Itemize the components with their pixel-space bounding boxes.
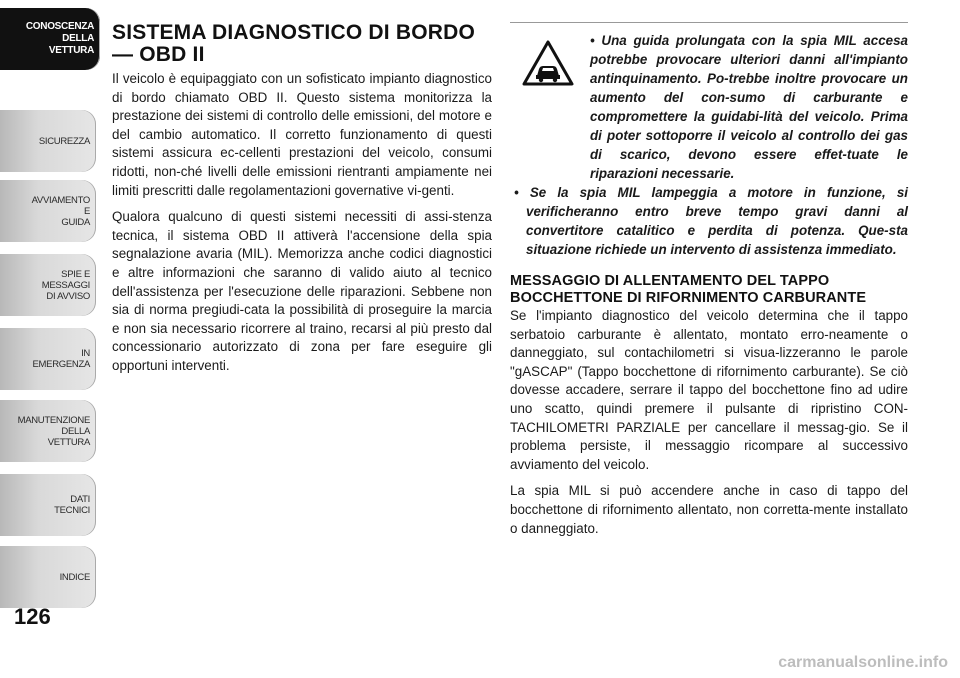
tab-in-emergenza[interactable]	[0, 328, 96, 390]
mil-gascap-paragraph: La spia MIL si può accendere anche in caso di tappo del bocchettone di rifornimento allentato, non corretta-mente installato o danneggiato.	[510, 483, 908, 536]
page-number: 126	[14, 604, 51, 629]
tab-label: INDICE	[59, 571, 90, 583]
tab-sicurezza[interactable]	[0, 110, 96, 172]
warning-item-2: • Se la spia MIL lampeggia a motore in funzione, si verificheranno entro breve tempo gravi danni al convertitore catalitico e perdita di potenza. Que-sta situazione richiede un intervento di assistenza immediato.	[514, 185, 908, 257]
obd-intro-paragraph: Il veicolo è equipaggiato con un sofisticato impianto diagnostico di bordo chiamato OBD II. Questo sistema monitorizza la prestazione dei sistemi di controllo delle emissioni, del motore e del cambio automatico. Il corretto funzionamento di questi sistemi assicura ec-cellenti prestazioni del veicolo, consumi ridotti, non-ché livelli delle emissioni rientranti ampiamente nei limiti prescritti dalle regolamentazioni governative vi-genti.	[112, 71, 492, 198]
tab-indice[interactable]	[0, 546, 96, 608]
subsection-title: MESSAGGIO DI ALLENTAMENTO DEL TAPPO BOCCHETTONE DI RIFORNIMENTO CARBURANTE	[510, 273, 867, 306]
tab-label: CONOSCENZA DELLA VETTURA	[25, 21, 94, 56]
left-column	[112, 22, 492, 384]
section-title-line2: — OBD II	[112, 43, 205, 66]
tab-dati-tecnici[interactable]	[0, 474, 96, 536]
tab-label: DATI TECNICI	[54, 494, 90, 516]
tab-spie-e-messaggi[interactable]	[0, 254, 96, 316]
watermark: carmanualsonline.info	[778, 654, 948, 671]
warning-box	[510, 22, 908, 259]
section-title	[112, 22, 492, 66]
tab-label: MANUTENZIONE DELLA VETTURA	[17, 414, 90, 448]
tab-conoscenza-della-vettura[interactable]	[0, 8, 100, 70]
tab-label: SICUREZZA	[38, 135, 90, 147]
tab-avviamento-e-guida[interactable]	[0, 180, 96, 242]
warning-triangle-car-icon	[522, 39, 574, 87]
warning-item-1: • Una guida prolungata con la spia MIL accesa potrebbe provocare ulteriori danni all'impianto antinquinamento. Po-trebbe inoltre provocare un aumento del con-sumo di carburante e compromettere la guidabi-lità del veicolo. Prima di poter sottoporre il veicolo al controllo dei gas di scarico, devono essere effet-tuate le riparazioni necessarie.	[590, 33, 908, 181]
right-column	[510, 22, 908, 546]
obd-mil-paragraph: Qualora qualcuno di questi sistemi necessiti di assi-stenza tecnica, il sistema OBD II attiverà l'accensione della spia segnalazione avaria (MIL). Memorizza anche codici diagnostici e altre informazioni che saranno di valido aiuto al tecnico dell'assistenza per l'esecuzione delle riparazioni. Sebbene non sia di norma pregiudi-cata la possibilità di proseguire la marcia e non sia necessario ricorrere al traino, recarsi al più presto dal concessionario autorizzato di zona per fare eseguire gli opportuni interventi.	[112, 209, 492, 373]
tab-label: AVVIAMENTO E GUIDA	[31, 194, 90, 228]
section-title-line1: SISTEMA DIAGNOSTICO DI BORDO	[112, 21, 475, 44]
chapter-sidebar	[0, 0, 100, 678]
gascap-paragraph: Se l'impianto diagnostico del veicolo determina che il tappo serbatoio carburante è allentato, montato erro-neamente o danneggiato, sul contachilometri si visua-lizzeranno le parole "gASCAP" (Tappo bocchettone di rifornimento carburante). Se ciò dovesse accadere, serrare il tappo del bocchettone fino ad udire uno scatto, quindi premere il pulsante di ripristino CON-TACHILOMETRI PARZIALE per cancellare il messag-gio. Se il problema persiste, il messaggio ricompare al successivo avviamento del veicolo.	[510, 308, 908, 472]
tab-manutenzione[interactable]	[0, 400, 96, 462]
tab-label: SPIE E MESSAGGI DI AVVISO	[41, 268, 90, 302]
tab-label: IN EMERGENZA	[32, 348, 90, 370]
